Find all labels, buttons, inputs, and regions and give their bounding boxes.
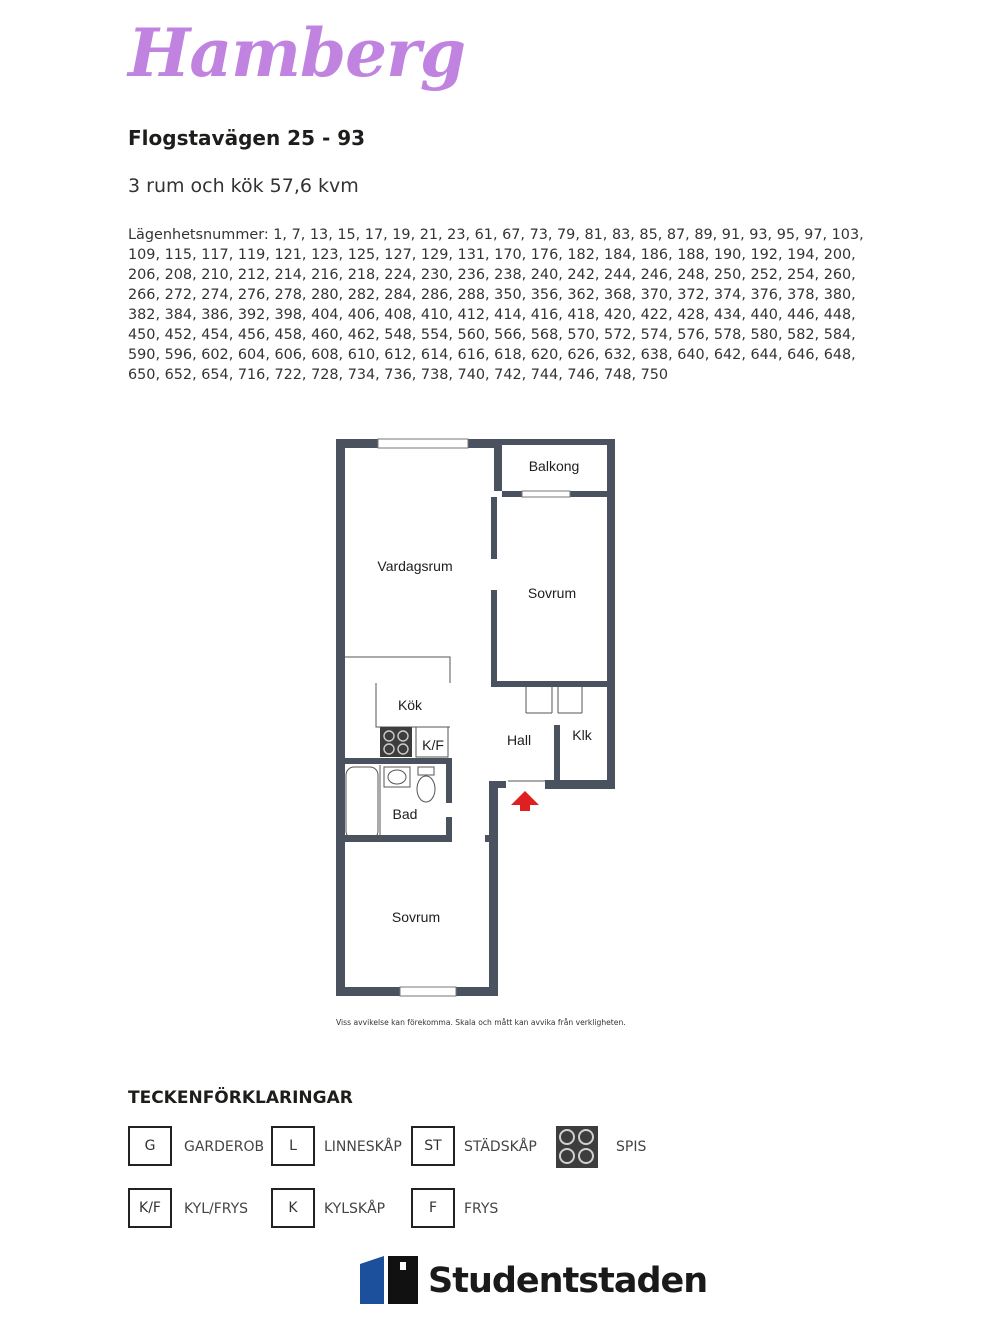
legend-label-stadskap: STÄDSKÅP: [464, 1139, 537, 1155]
legend-label-kylskap: KYLSKÅP: [324, 1201, 386, 1217]
wall: [494, 439, 502, 491]
room-label-sovrum-upper: Sovrum: [527, 585, 577, 601]
wall: [485, 835, 497, 842]
wall: [489, 781, 498, 996]
wall: [554, 725, 560, 785]
room-label-vardagsrum: Vardagsrum: [377, 558, 453, 574]
legend-box-kylfrys: K/F: [128, 1188, 172, 1228]
address: Flogstavägen 25 - 93: [128, 126, 366, 150]
studentstaden-logo-mark: [360, 1256, 422, 1304]
legend-box-linneskap: L: [271, 1126, 315, 1166]
room-label-klk: Klk: [572, 727, 592, 743]
room-label-hall: Hall: [506, 732, 532, 748]
floor-plan: [320, 425, 640, 1015]
legend-box-frys: F: [411, 1188, 455, 1228]
entrance-arrow-icon: [511, 791, 539, 811]
room-label-bad: Bad: [392, 806, 418, 822]
wall: [502, 439, 615, 445]
legend-title: TECKENFÖRKLARINGAR: [128, 1088, 353, 1108]
brand-title: Hamberg: [128, 14, 466, 92]
wall: [491, 590, 497, 687]
logo-text: Studentstaden: [428, 1261, 708, 1301]
wall: [446, 817, 452, 835]
legend-box-garderob: G: [128, 1126, 172, 1166]
room-label-balkong: Balkong: [528, 458, 580, 474]
legend-label-kylfrys: KYL/FRYS: [184, 1201, 249, 1217]
apartment-size: 3 rum och kök 57,6 kvm: [128, 175, 359, 197]
wall: [491, 497, 497, 559]
room-label-kf: K/F: [422, 737, 444, 753]
stove-icon: [380, 727, 412, 757]
wall: [336, 439, 345, 996]
legend-box-kylskap: K: [271, 1188, 315, 1228]
window: [400, 987, 456, 996]
legend-label-linneskap: LINNESKÅP: [324, 1139, 402, 1155]
legend-box-stadskap: ST: [411, 1126, 455, 1166]
stove-icon: [556, 1126, 598, 1168]
wall: [491, 681, 608, 687]
room-label-sovrum-lower: Sovrum: [391, 909, 441, 925]
room-label-kok: Kök: [397, 697, 423, 713]
legend-label-spis: SPIS: [616, 1139, 647, 1155]
plan-disclaimer: Viss avvikelse kan förekomma. Skala och mått kan avvika från verkligheten.: [336, 1018, 626, 1027]
window: [522, 491, 570, 497]
apartment-numbers: Lägenhetsnummer: 1, 7, 13, 15, 17, 19, 21, 23, 61, 67, 73, 79, 81, 83, 85, 87, 89, 91, 93, 95, 97, 103, 109, 115, 117, 119, 121, 123, 125, 127, 129, 131, 170, 176, 182, 184, 186, 188, 190, 192, 194, 200, 206, 208, 210, 212, 214, 216, 218, 224, 230, 236, 238, 240, 242, 244, 246, 248, 250, 252, 254, 260, 266, 272, 274, 276, 278, 280, 282, 284, 286, 288, 350, 356, 362, 368, 370, 372, 374, 376, 378, 380, 382, 384, 386, 392, 398, 404, 406, 408, 410, 412, 414, 416, 418, 420, 422, 428, 434, 440, 446, 448, 450, 452, 454, 456, 458, 460, 462, 548, 554, 560, 566, 568, 570, 572, 574, 576, 578, 580, 582, 584, 590, 596, 602, 604, 606, 608, 610, 612, 614, 616, 618, 620, 626, 632, 638, 640, 642, 644, 646, 648, 650, 652, 654, 716, 722, 728, 734, 736, 738, 740, 742, 744, 746, 748, 750: [128, 227, 864, 383]
wall: [446, 758, 452, 803]
legend-label-frys: FRYS: [464, 1201, 499, 1217]
wall: [607, 439, 615, 789]
legend-label-garderob: GARDEROB: [184, 1139, 265, 1155]
wall: [340, 758, 452, 764]
window: [378, 439, 468, 448]
wall: [489, 781, 506, 788]
